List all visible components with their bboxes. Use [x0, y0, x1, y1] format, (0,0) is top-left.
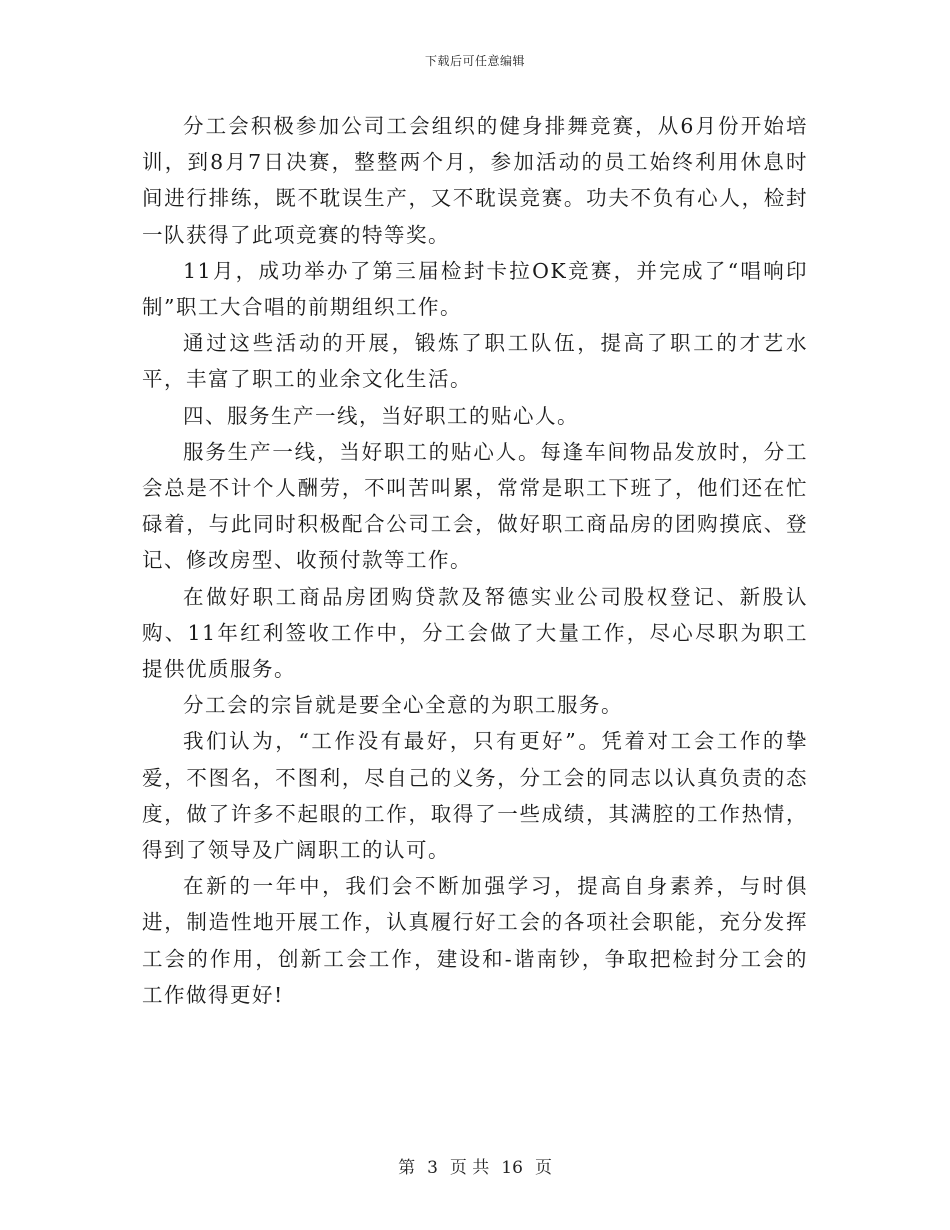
- footer-middle: 页 共: [449, 1158, 490, 1178]
- paragraph-new-year: 在新的一年中，我们会不断加强学习，提高自身素养，与时俱进，制造性地开展工作，认真履行好工会的各项社会职能，充分发挥工会的作用，创新工会工作，建设和-谐南钞，争取把检封分工会的工作做得更好!: [142, 874, 808, 1007]
- body-text: [142, 108, 808, 1013]
- footer-suffix: 页: [534, 1158, 552, 1178]
- paragraph-belief: 我们认为，“工作没有最好，只有更好”。凭着对工会工作的挚爱，不图名，不图利，尽自己的义务，分工会的同志以认真负责的态度，做了许多不起眼的工作，取得了一些成绩，其满腔的工作热情，得到了领导及广阔职工的认可。: [142, 729, 808, 863]
- paragraph-dance-competition: 分工会积极参加公司工会组织的健身排舞竞赛，从6月份开始培训，到8月7日决赛，整整两个月，参加活动的员工始终利用休息时间进行排练，既不耽误生产，又不耽误竞赛。功夫不负有心人，检封一队获得了此项竞赛的特等奖。: [142, 114, 808, 247]
- page-header: 下载后可任意编辑: [424, 54, 525, 68]
- paragraph-karaoke: 11月，成功举办了第三届检封卡拉OK竞赛，并完成了“唱响印制”职工大合唱的前期组织工作。: [142, 258, 808, 320]
- current-page-number: 3: [427, 1158, 438, 1178]
- section-heading-four: 四、服务生产一线，当好职工的贴心人。: [183, 403, 579, 428]
- page-footer: [0, 1153, 950, 1178]
- paragraph-service: 服务生产一线，当好职工的贴心人。每逢车间物品发放时，分工会总是不计个人酬劳，不叫苦叫累，常常是职工下班了，他们还在忙碌着，与此同时积极配合公司工会，做好职工商品房的团购摸底、登记、修改房型、收预付款等工作。: [142, 439, 808, 573]
- total-page-count: 16: [501, 1158, 523, 1178]
- paragraph-housing-loans: 在做好职工商品房团购贷款及帑德实业公司股权登记、新股认购、11年红利签收工作中，分工会做了大量工作，尽心尽职为职工提供优质服务。: [142, 584, 808, 682]
- paragraph-activities-result: 通过这些活动的开展，锻炼了职工队伍，提高了职工的才艺水平，丰富了职工的业余文化生活。: [142, 331, 808, 392]
- footer-prefix: 第: [398, 1158, 416, 1178]
- paragraph-purpose: 分工会的宗旨就是要全心全意的为职工服务。: [183, 693, 623, 718]
